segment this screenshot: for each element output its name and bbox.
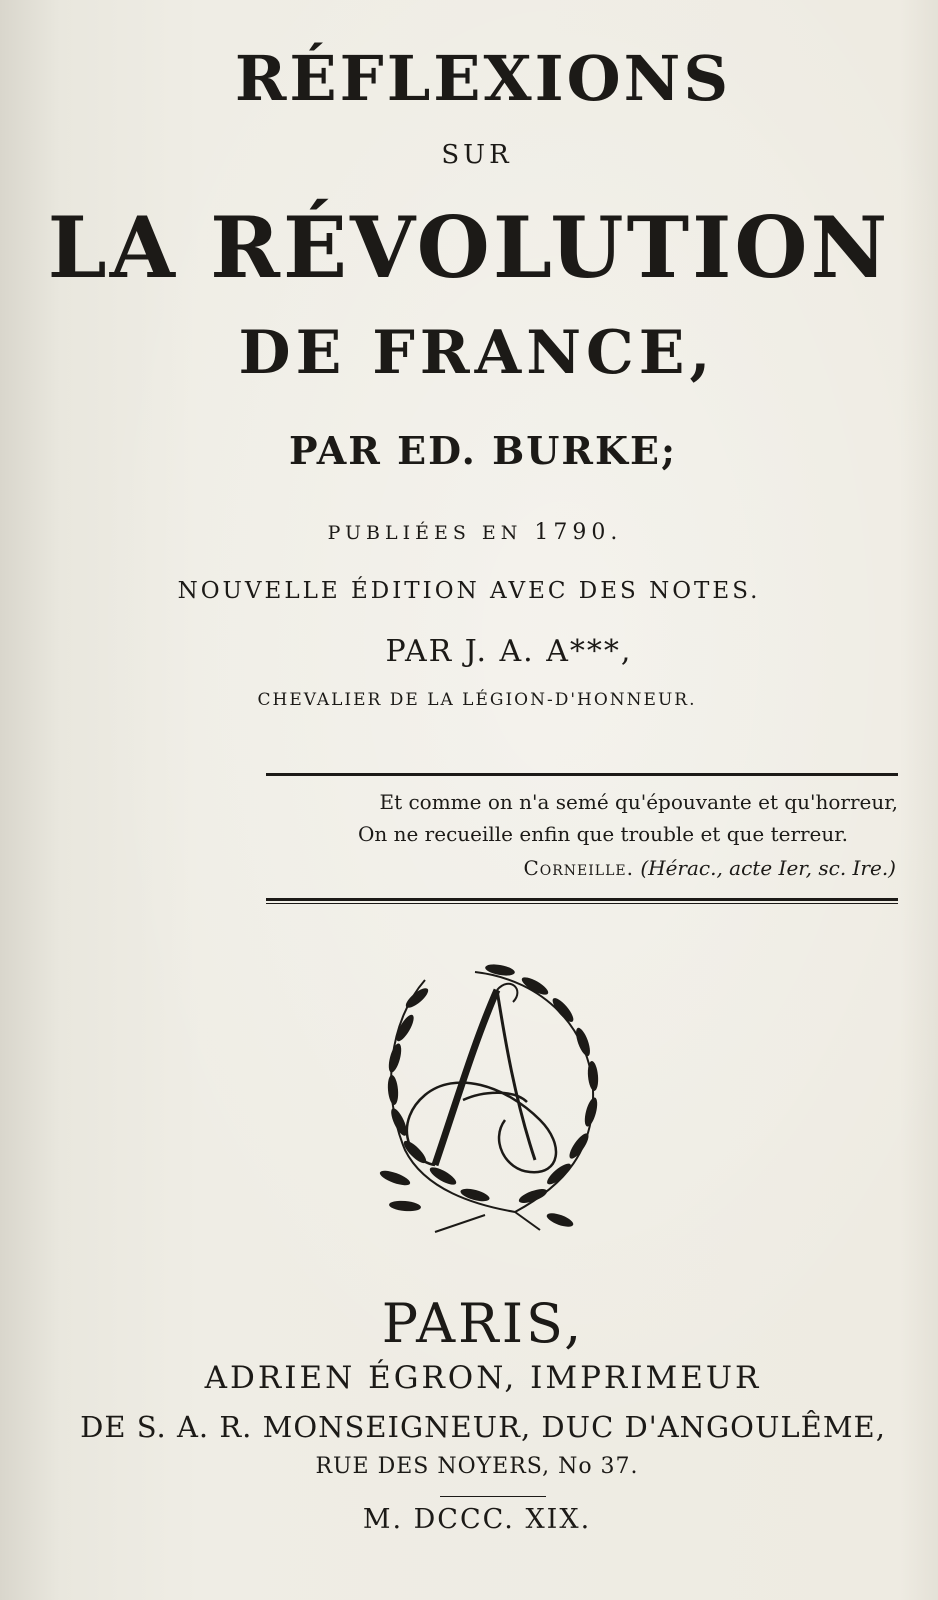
epigraph-bottom-rule-thin — [266, 903, 898, 904]
published-line — [6, 520, 938, 545]
imprint-date: M. DCCC. XIX. — [362, 1504, 592, 1535]
epigraph-line-1: Et comme on n'a semé qu'épouvante et qu'horreur, — [379, 790, 898, 814]
author-line: PAR ED. BURKE; — [289, 428, 677, 473]
epigraph-source: (Hérac., acte Ier, sc. Ire.) — [640, 856, 896, 880]
title-line-2: SUR — [441, 140, 513, 170]
edition-line: NOUVELLE ÉDITION AVEC DES NOTES. — [177, 578, 761, 604]
editor-title-line: CHEVALIER DE LA LÉGION-D'HONNEUR. — [257, 690, 697, 710]
epigraph-author: Corneille. — [523, 856, 634, 880]
epigraph-line-2: On ne recueille enfin que trouble et que terreur. — [357, 822, 848, 846]
epigraph-bottom-rule — [266, 898, 898, 901]
epigraph-top-rule — [266, 773, 898, 776]
title-line-3: LA RÉVOLUTION — [47, 198, 891, 297]
editor-line: PAR J. A. A***, — [385, 634, 633, 669]
imprint-patron: DE S. A. R. MONSEIGNEUR, DUC D'ANGOULÊME, — [80, 1410, 886, 1444]
imprint-short-rule — [440, 1496, 546, 1497]
imprint-printer: ADRIEN ÉGRON, IMPRIMEUR — [204, 1360, 762, 1396]
imprint-city: PARIS, — [381, 1292, 585, 1355]
epigraph-attribution — [523, 856, 896, 880]
imprint-address: RUE DES NOYERS, No 37. — [315, 1454, 639, 1479]
title-line-1: RÉFLEXIONS — [234, 42, 732, 115]
published-label: PUBLIÉES EN — [327, 522, 523, 544]
title-line-4: DE FRANCE, — [238, 318, 716, 388]
published-year: 1790. — [534, 520, 623, 545]
monogram-a-laurel-wreath-icon — [365, 950, 625, 1240]
